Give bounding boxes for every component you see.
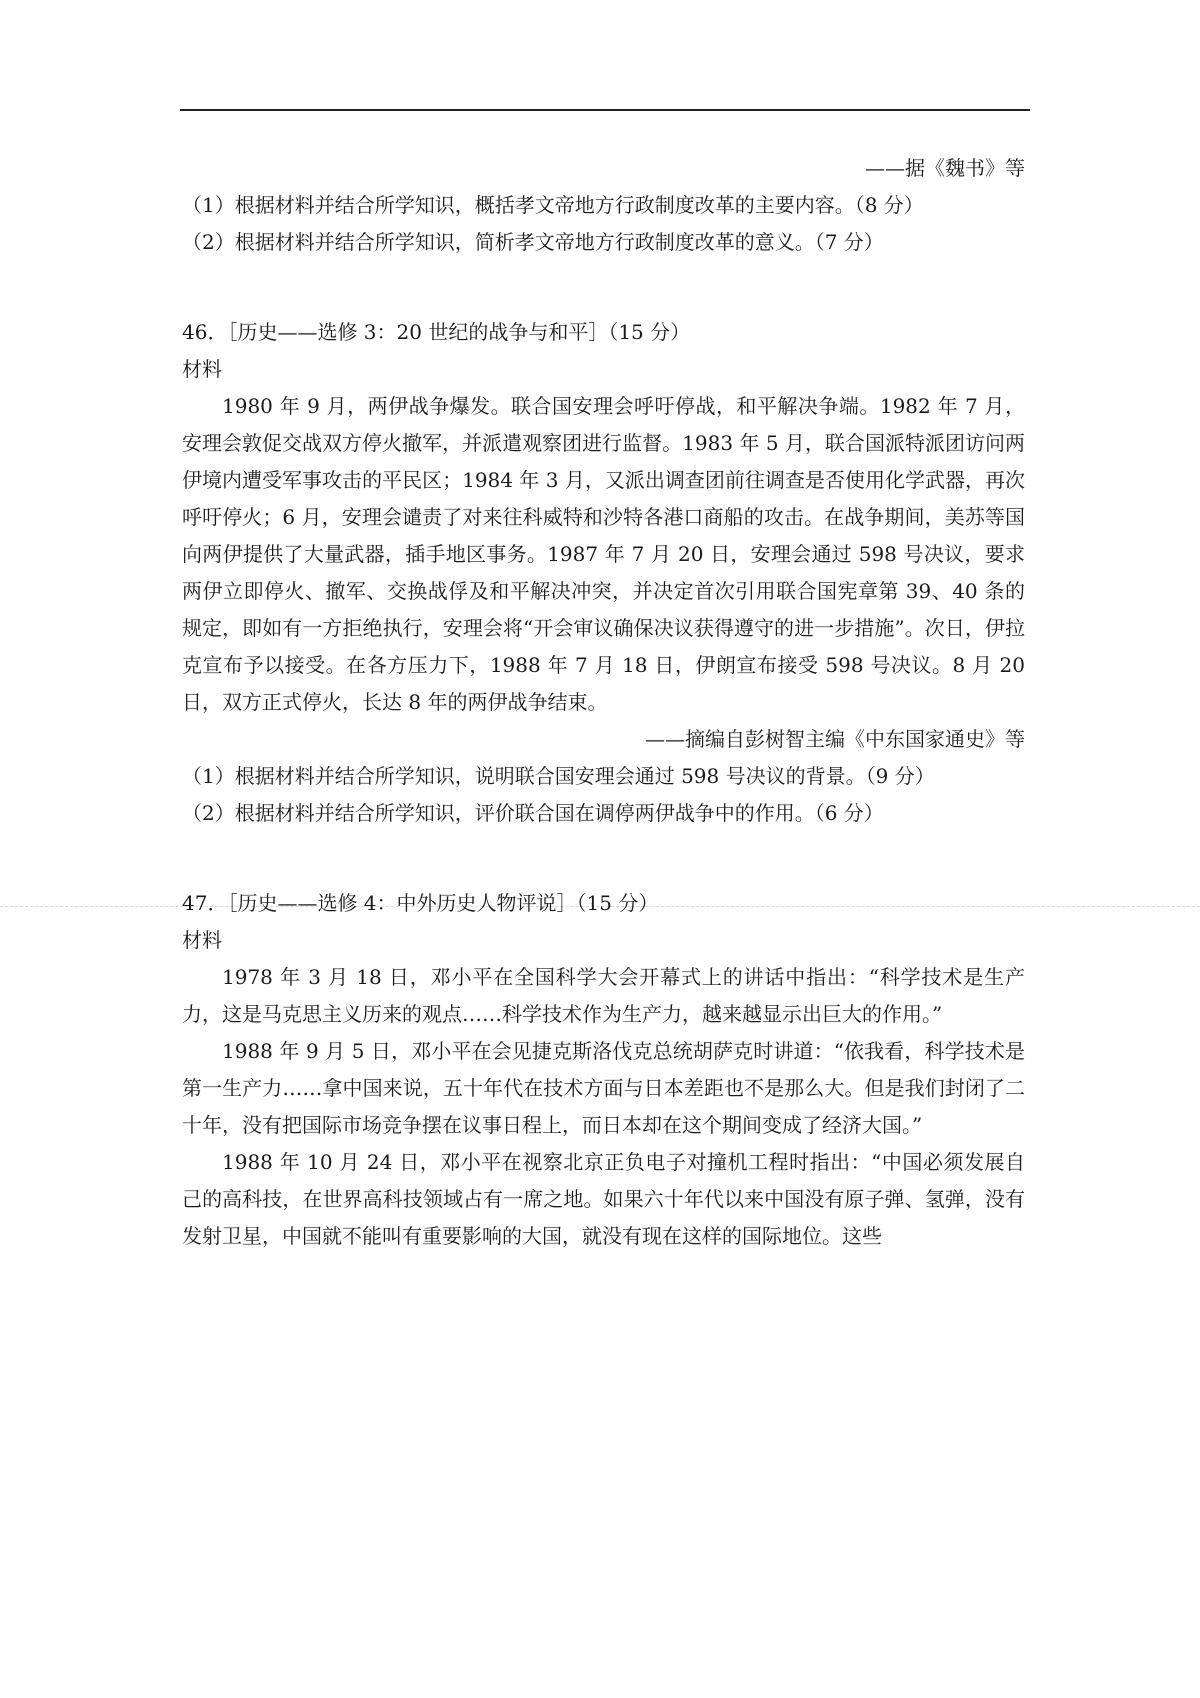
prev-source-citation: ——据《魏书》等 [865, 156, 1025, 180]
q46-source-citation: ——摘编自彭树智主编《中东国家通史》等 [645, 727, 1025, 751]
q47-material-paragraph-1: 1978 年 3 月 18 日，邓小平在全国科学大会开幕式上的讲话中指出：“科学技术是生产力，这是马克思主义历来的观点……科学技术作为生产力，越来越显示出巨大的作用。” [182, 965, 1025, 1026]
q46-material-label: 材料 [182, 357, 222, 381]
q46-question-1: （1）根据材料并结合所学知识，说明联合国安理会通过 598 号决议的背景。（9 分） [182, 764, 935, 788]
q47-material-paragraph-2: 1988 年 9 月 5 日，邓小平在会见捷克斯洛伐克总统胡萨克时讲道：“依我看，科学技术是第一生产力……拿中国来说，五十年代在技术方面与日本差距也不是那么大。但是我们封闭了二十年，没有把国际市场竞争摆在议事日程上，而日本却在这个期间变成了经济大国。” [182, 1039, 1025, 1137]
prev-question-2: （2）根据材料并结合所学知识，简析孝文帝地方行政制度改革的意义。（7 分） [182, 230, 884, 254]
q47-title: 47．［历史——选修 4：中外历史人物评说］（15 分） [182, 891, 659, 915]
document-body [182, 150, 1025, 1255]
q46-material-paragraph: 1980 年 9 月，两伊战争爆发。联合国安理会呼吁停战，和平解决争端。1982 年 7 月，安理会敦促交战双方停火撤军，并派遣观察团进行监督。1983 年 5 月，联合国派特派团访问两伊境内遭受军事攻击的平民区；1984 年 3 月，又派出调查团前往调查是否使用化学武器，再次呼吁停火；6 月，安理会谴责了对来往科威特和沙特各港口商船的攻击。在战争期间，美苏等国向两伊提供了大量武器，插手地区事务。1987 年 7 月 20 日，安理会通过 598 号决议，要求两伊立即停火、撤军、交换战俘及和平解决冲突，并决定首次引用联合国宪章第 39、40 条的规定，即如有一方拒绝执行，安理会将“开会审议确保决议获得遵守的进一步措施”。次日，伊拉克宣布予以接受。在各方压力下，1988 年 7 月 18 日，伊朗宣布接受 598 号决议。8 月 20 日，双方正式停火，长达 8 年的两伊战争结束。 [182, 394, 1025, 714]
q46-question-2: （2）根据材料并结合所学知识，评价联合国在调停两伊战争中的作用。（6 分） [182, 801, 884, 825]
section-gap [182, 832, 1025, 885]
q47-material-label: 材料 [182, 928, 222, 952]
prev-question-1: （1）根据材料并结合所学知识，概括孝文帝地方行政制度改革的主要内容。（8 分） [182, 193, 924, 217]
header-rule [180, 109, 1030, 111]
q46-title: 46．［历史——选修 3：20 世纪的战争与和平］（15 分） [182, 320, 691, 344]
q47-material-paragraph-3: 1988 年 10 月 24 日，邓小平在视察北京正负电子对撞机工程时指出：“中国必须发展自己的高科技，在世界高科技领域占有一席之地。如果六十年代以来中国没有原子弹、氢弹，没有发射卫星，中国就不能叫有重要影响的大国，就没有现在这样的国际地位。这些 [182, 1150, 1025, 1248]
section-gap [182, 261, 1025, 314]
